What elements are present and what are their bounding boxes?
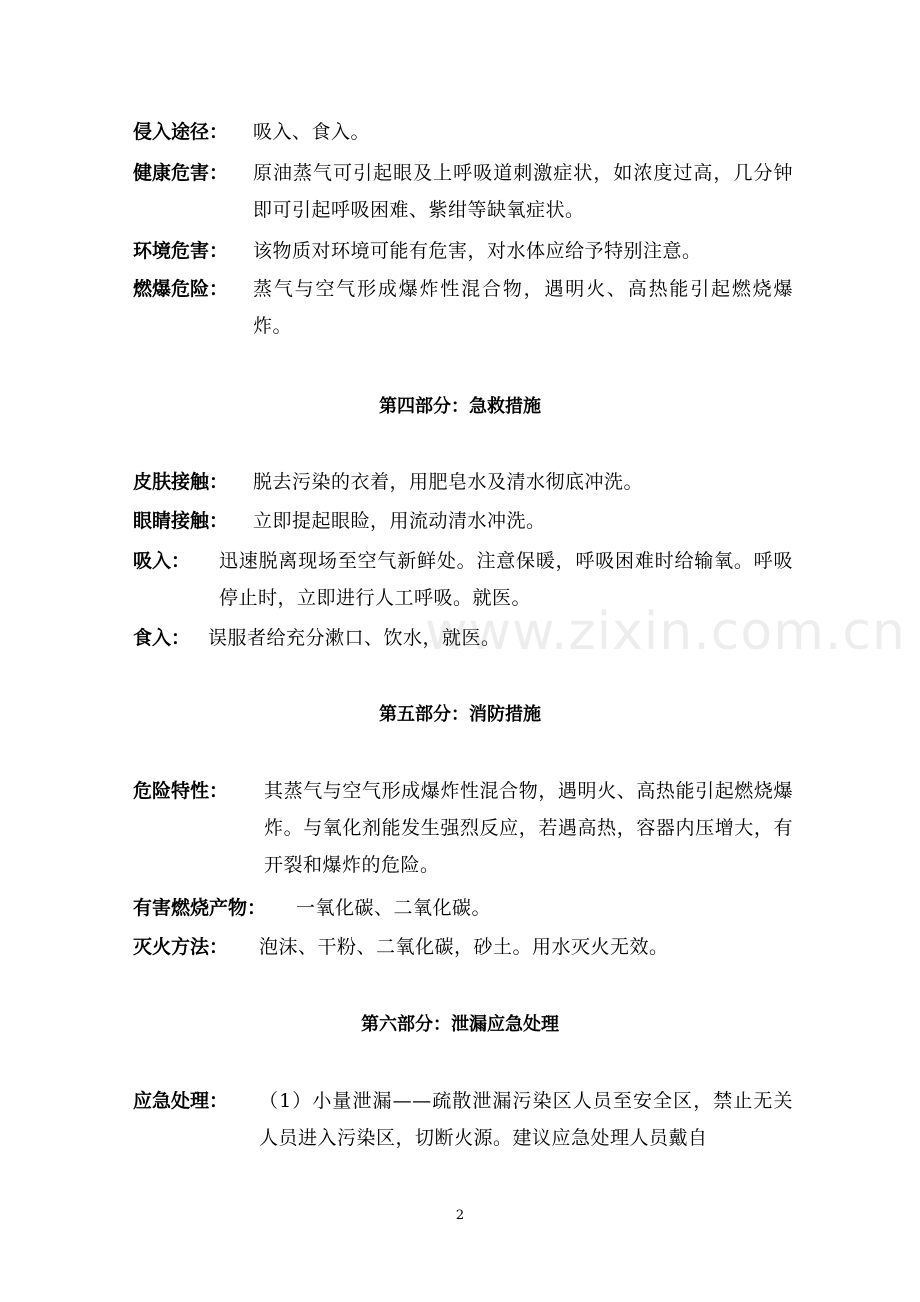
entry-text: 吸入、食入。	[253, 121, 371, 143]
entry-emergency-handling	[133, 1083, 793, 1157]
entry-label: 有害燃烧产物：	[133, 897, 267, 919]
entry-text: （1）小量泄漏——疏散泄漏污染区人员至安全区，禁止无关人员进入污染区，切断火源。建议应急处理人员戴自	[259, 1090, 793, 1149]
watermark: www.zixin.com.cn	[425, 602, 906, 662]
entry-text: 脱去污染的衣着，用肥皂水及清水彻底冲洗。	[253, 471, 644, 493]
entry-text: 误服者给充分漱口、饮水，就医。	[208, 627, 501, 649]
entry-ingestion	[133, 620, 793, 657]
entry-intake-route	[133, 114, 793, 151]
entry-label: 皮肤接触：	[133, 471, 229, 493]
entry-health-hazard	[133, 155, 793, 229]
section-4-heading: 第四部分：急救措施	[379, 396, 541, 417]
entry-explosion-hazard	[133, 271, 793, 345]
entry-extinguishing-method	[133, 929, 793, 966]
entry-text: 泡沫、干粉、二氧化碳，砂土。用水灭火无效。	[259, 936, 669, 958]
entry-label: 健康危害：	[133, 162, 229, 184]
entry-label: 吸入：	[133, 550, 191, 572]
entry-text: 其蒸气与空气形成爆炸性混合物，遇明火、高热能引起燃烧爆炸。与氧化剂能发生强烈反应，若遇高热，容器内压增大，有开裂和爆炸的危险。	[264, 780, 793, 876]
entry-label: 灭火方法：	[133, 936, 229, 958]
entry-text: 该物质对环境可能有危害，对水体应给予特别注意。	[253, 240, 702, 262]
page-number: 2	[455, 1208, 465, 1223]
section-5-heading: 第五部分：消防措施	[379, 704, 541, 725]
entry-label: 燃爆危险：	[133, 278, 229, 300]
entry-skin-contact	[133, 464, 793, 501]
entry-combustion-products	[133, 890, 793, 927]
entry-text: 立即提起眼睑，用流动清水冲洗。	[253, 510, 546, 532]
entry-fire-hazard-properties	[133, 773, 793, 884]
entry-label: 食入：	[133, 627, 191, 649]
entry-label: 危险特性：	[133, 780, 229, 802]
entry-text: 一氧化碳、二氧化碳。	[296, 897, 492, 919]
entry-text: 蒸气与空气形成爆炸性混合物，遇明火、高热能引起燃烧爆炸。	[253, 278, 793, 337]
entry-label: 应急处理：	[133, 1090, 229, 1112]
entry-environment-hazard	[133, 233, 793, 270]
entry-label: 侵入途径：	[133, 121, 229, 143]
entry-text: 迅速脱离现场至空气新鲜处。注意保暖，呼吸困难时给输氧。呼吸停止时，立即进行人工呼吸。就医。	[219, 550, 793, 609]
entry-eye-contact	[133, 503, 793, 540]
entry-text: 原油蒸气可引起眼及上呼吸道刺激症状，如浓度过高，几分钟即可引起呼吸困难、紫绀等缺氧症状。	[253, 162, 793, 221]
entry-label: 环境危害：	[133, 240, 229, 262]
section-6-heading: 第六部分：泄漏应急处理	[361, 1014, 559, 1035]
entry-label: 眼睛接触：	[133, 510, 229, 532]
entry-inhalation	[133, 543, 793, 617]
